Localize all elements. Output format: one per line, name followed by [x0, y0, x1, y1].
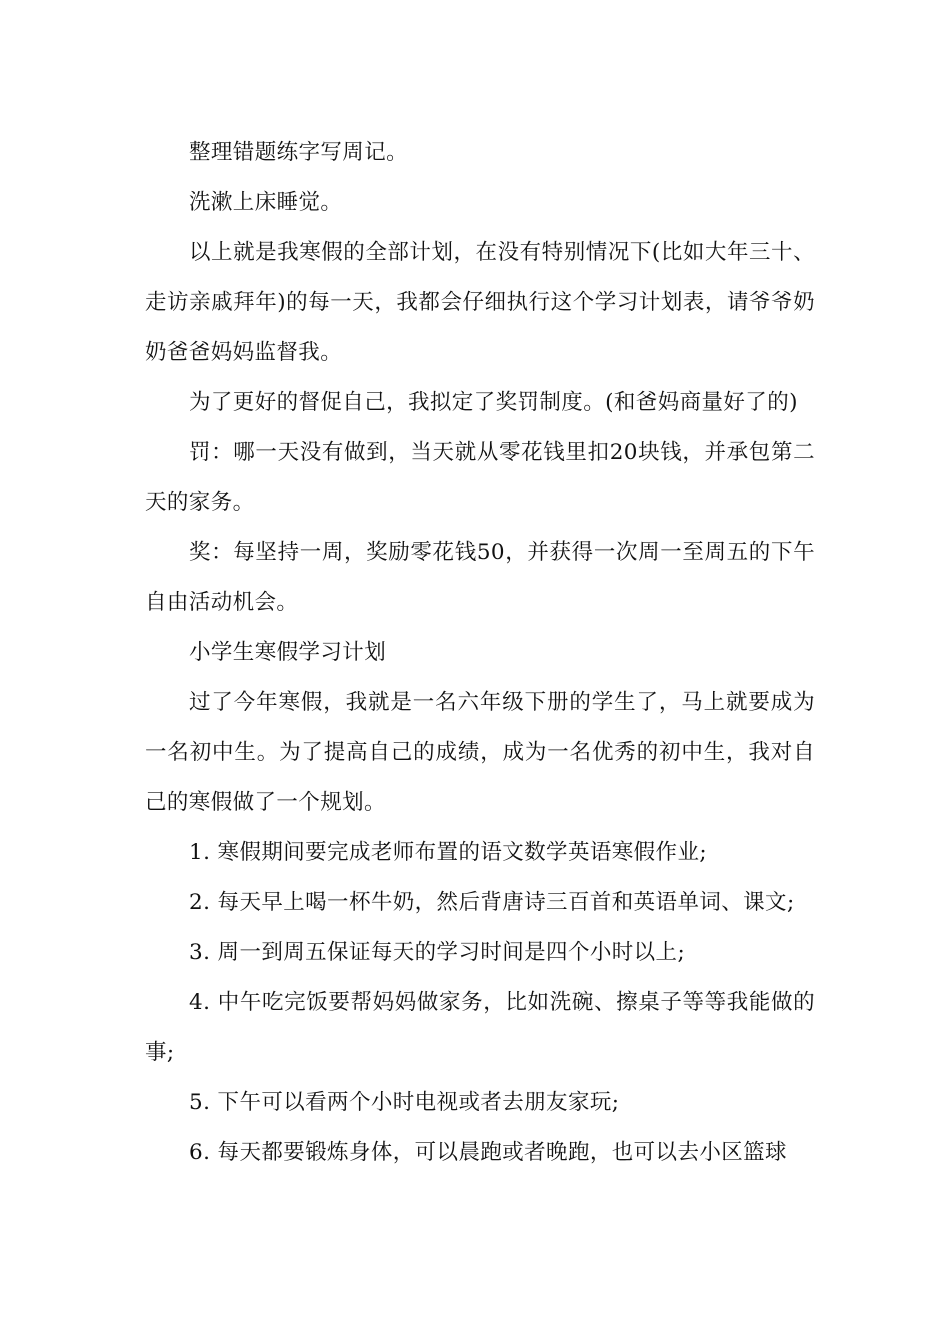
list-item-1: 1. 寒假期间要完成老师布置的语文数学英语寒假作业;	[189, 840, 707, 865]
paragraph-plan-summary: 以上就是我寒假的全部计划，在没有特别情况下(比如大年三十、走访亲戚拜年)的每一天，我都会仔细执行这个学习计划表，请爷爷奶奶爸爸妈妈监督我。	[145, 240, 815, 365]
list-item-6: 6. 每天都要锻炼身体，可以晨跑或者晚跑，也可以去小区篮球	[189, 1140, 787, 1165]
list-item-4: 4. 中午吃完饭要帮妈妈做家务，比如洗碗、擦桌子等等我能做的事;	[145, 990, 815, 1065]
document-body	[145, 128, 815, 1178]
list-item-3: 3. 周一到周五保证每天的学习时间是四个小时以上;	[189, 940, 686, 965]
paragraph-intro: 过了今年寒假，我就是一名六年级下册的学生了，马上就要成为一名初中生。为了提高自己的成绩，成为一名优秀的初中生，我对自己的寒假做了一个规划。	[145, 690, 815, 815]
list-item-2: 2. 每天早上喝一杯牛奶，然后背唐诗三百首和英语单词、课文;	[189, 890, 795, 915]
list-item-5: 5. 下午可以看两个小时电视或者去朋友家玩;	[189, 1090, 620, 1115]
section-heading: 小学生寒假学习计划	[189, 640, 387, 665]
paragraph-wash-sleep: 洗漱上床睡觉。	[189, 190, 343, 215]
paragraph-review-mistakes: 整理错题练字写周记。	[189, 140, 409, 165]
paragraph-reward: 奖：每坚持一周，奖励零花钱50，并获得一次周一至周五的下午自由活动机会。	[145, 540, 815, 615]
paragraph-penalty: 罚：哪一天没有做到，当天就从零花钱里扣20块钱，并承包第二天的家务。	[145, 440, 815, 515]
paragraph-reward-system: 为了更好的督促自己，我拟定了奖罚制度。(和爸妈商量好了的)	[189, 390, 798, 415]
